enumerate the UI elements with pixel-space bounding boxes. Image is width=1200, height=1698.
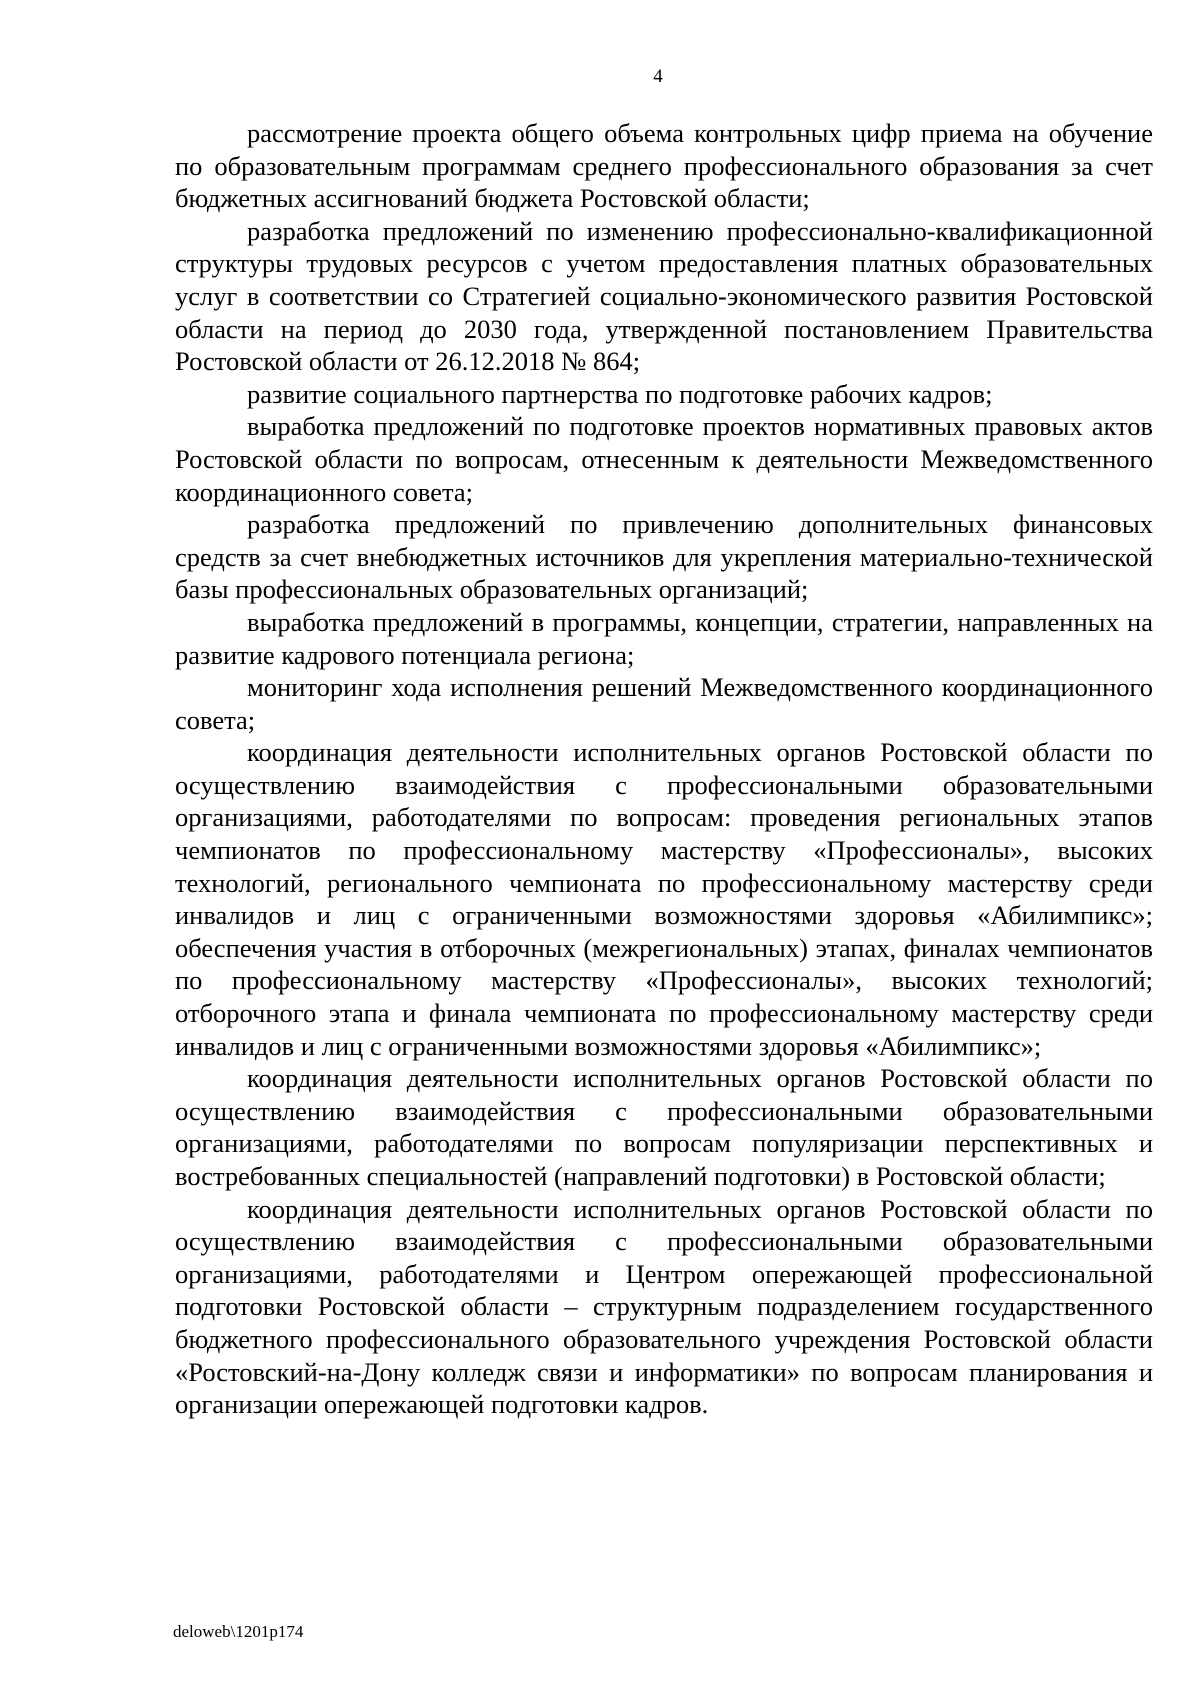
- paragraph-item: разработка предложений по изменению профессионально-квалификационной структуры трудовых ресурсов с учетом предоставления платных образовательных услуг в соответствии со Стратегией социально-экономического развития Ростовской области на период до 2030 года, утвержденной постановлением Правительства Ростовской области от 26.12.2018 № 864;: [175, 215, 1153, 377]
- paragraph-item: координация деятельности исполнительных органов Ростовской области по осуществлению взаимодействия с профессиональными образовательными организациями, работодателями по вопросам популяризации перспективных и востребованных специальностей (направлений подготовки) в Ростовской области;: [175, 1063, 1153, 1191]
- paragraph-item: координация деятельности исполнительных органов Ростовской области по осуществлению взаимодействия с профессиональными образовательными организациями, работодателями и Центром опережающей профессиональной подготовки Ростовской области – структурным подразделением государственного бюджетного профессионального образовательного учреждения Ростовской области «Ростовский-на-Дону колледж связи и информатики» по вопросам планирования и организации опережающей подготовки кадров.: [175, 1193, 1153, 1420]
- paragraph-item: выработка предложений по подготовке проектов нормативных правовых актов Ростовской области по вопросам, отнесенным к деятельности Межведомственного координационного совета;: [175, 411, 1153, 507]
- paragraph-item: рассмотрение проекта общего объема контрольных цифр приема на обучение по образовательным программам среднего профессионального образования за счет бюджетных ассигнований бюджета Ростовской области;: [175, 118, 1153, 214]
- paragraph-item: мониторинг хода исполнения решений Межведомственного координационного совета;: [175, 672, 1153, 735]
- document-footer-code: deloweb\1201p174: [173, 1622, 304, 1641]
- paragraph-item: выработка предложений в программы, концепции, стратегии, направленных на развитие кадрового потенциала региона;: [175, 606, 1153, 670]
- document-body: [175, 117, 1153, 1421]
- paragraph-item: координация деятельности исполнительных органов Ростовской области по осуществлению взаимодействия с профессиональными образовательными организациями, работодателями по вопросам: проведения региональных этапов чемпионатов по профессиональному мастерству «Профессионалы», высоких технологий, регионального чемпионата по профессиональному мастерству среди инвалидов и лиц с ограниченными возможностями здоровья «Абилимпикс»; обеспечения участия в отборочных (межрегиональных) этапах, финалах чемпионатов по профессиональному мастерству «Профессионалы», высоких технологий; отборочного этапа и финала чемпионата по профессиональному мастерству среди инвалидов и лиц с ограниченными возможностями здоровья «Абилимпикс»;: [175, 737, 1153, 1061]
- page-number: 4: [653, 66, 663, 87]
- paragraph-item: развитие социального партнерства по подготовке рабочих кадров;: [247, 378, 993, 409]
- paragraph-item: разработка предложений по привлечению дополнительных финансовых средств за счет внебюджетных источников для укрепления материально-технической базы профессиональных образовательных организаций;: [175, 509, 1153, 605]
